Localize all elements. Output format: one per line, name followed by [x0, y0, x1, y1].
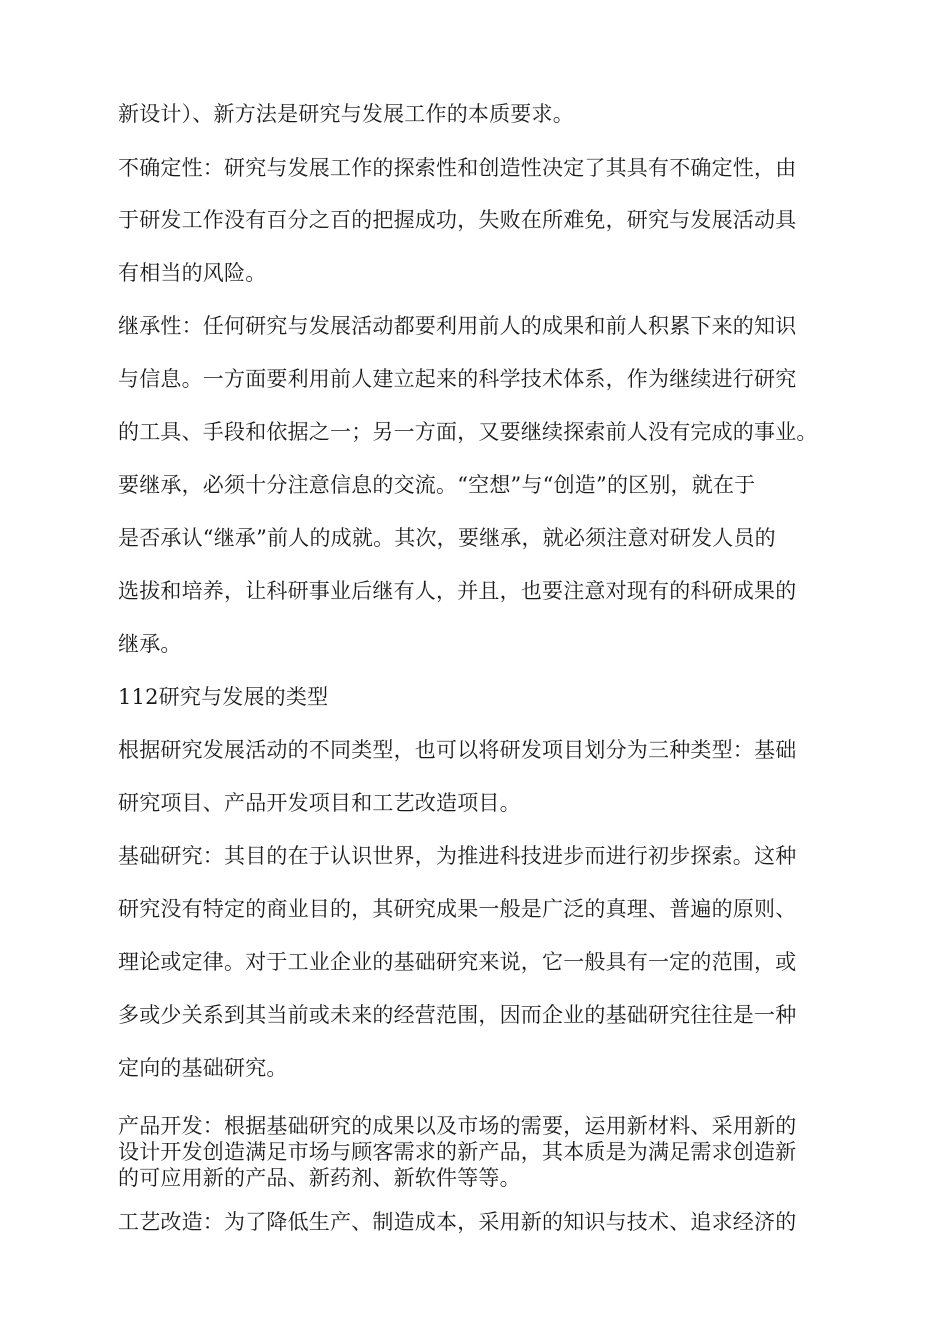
text-line: 定向的基础研究。: [118, 1056, 288, 1080]
text-line: 是否承认“继承”前人的成就。其次，要继承，就必须注意对研发人员的: [118, 526, 776, 550]
text-line: 研究项目、产品开发项目和工艺改造项目。: [118, 791, 521, 815]
text-line: 选拔和培养，让科研事业后继有人，并且，也要注意对现有的科研成果的: [118, 579, 797, 603]
text-line: 基础研究：其目的在于认识世界，为推进科技进步而进行初步探索。这种: [118, 844, 797, 868]
text-line: 不确定性：研究与发展工作的探索性和创造性决定了其具有不确定性，由: [118, 156, 797, 180]
text-line: 多或少关系到其当前或未来的经营范围，因而企业的基础研究往往是一种: [118, 1003, 797, 1027]
text-line: 与信息。一方面要利用前人建立起来的科学技术体系，作为继续进行研究: [118, 367, 797, 391]
text-line: 要继承，必须十分注意信息的交流。“空想”与“创造”的区别，就在于: [118, 473, 756, 497]
text-line: 研究没有特定的商业目的，其研究成果一般是广泛的真理、普遍的原则、: [118, 897, 797, 921]
text-line: 继承性：任何研究与发展活动都要利用前人的成果和前人积累下来的知识: [118, 314, 797, 338]
text-line: 新设计）、新方法是研究与发展工作的本质要求。: [118, 102, 574, 126]
text-line: 产品开发：根据基础研究的成果以及市场的需要，运用新材料、采用新的: [118, 1114, 797, 1138]
section-heading: 112研究与发展的类型: [118, 685, 329, 709]
text-line: 继承。: [118, 632, 182, 656]
text-line: 根据研究发展活动的不同类型，也可以将研发项目划分为三种类型：基础: [118, 738, 797, 762]
text-line: 的可应用新的产品、新药剂、新软件等等。: [118, 1166, 521, 1190]
text-line: 设计开发创造满足市场与顾客需求的新产品，其本质是为满足需求创造新: [118, 1140, 797, 1164]
text-line: 有相当的风险。: [118, 261, 267, 285]
text-line: 工艺改造：为了降低生产、制造成本，采用新的知识与技术、追求经济的: [118, 1210, 797, 1234]
text-line: 的工具、手段和依据之一；另一方面，又要继续探索前人没有完成的事业。: [118, 420, 818, 444]
text-line: 于研发工作没有百分之百的把握成功，失败在所难免，研究与发展活动具: [118, 208, 797, 232]
text-line: 理论或定律。对于工业企业的基础研究来说，它一般具有一定的范围，或: [118, 950, 797, 974]
